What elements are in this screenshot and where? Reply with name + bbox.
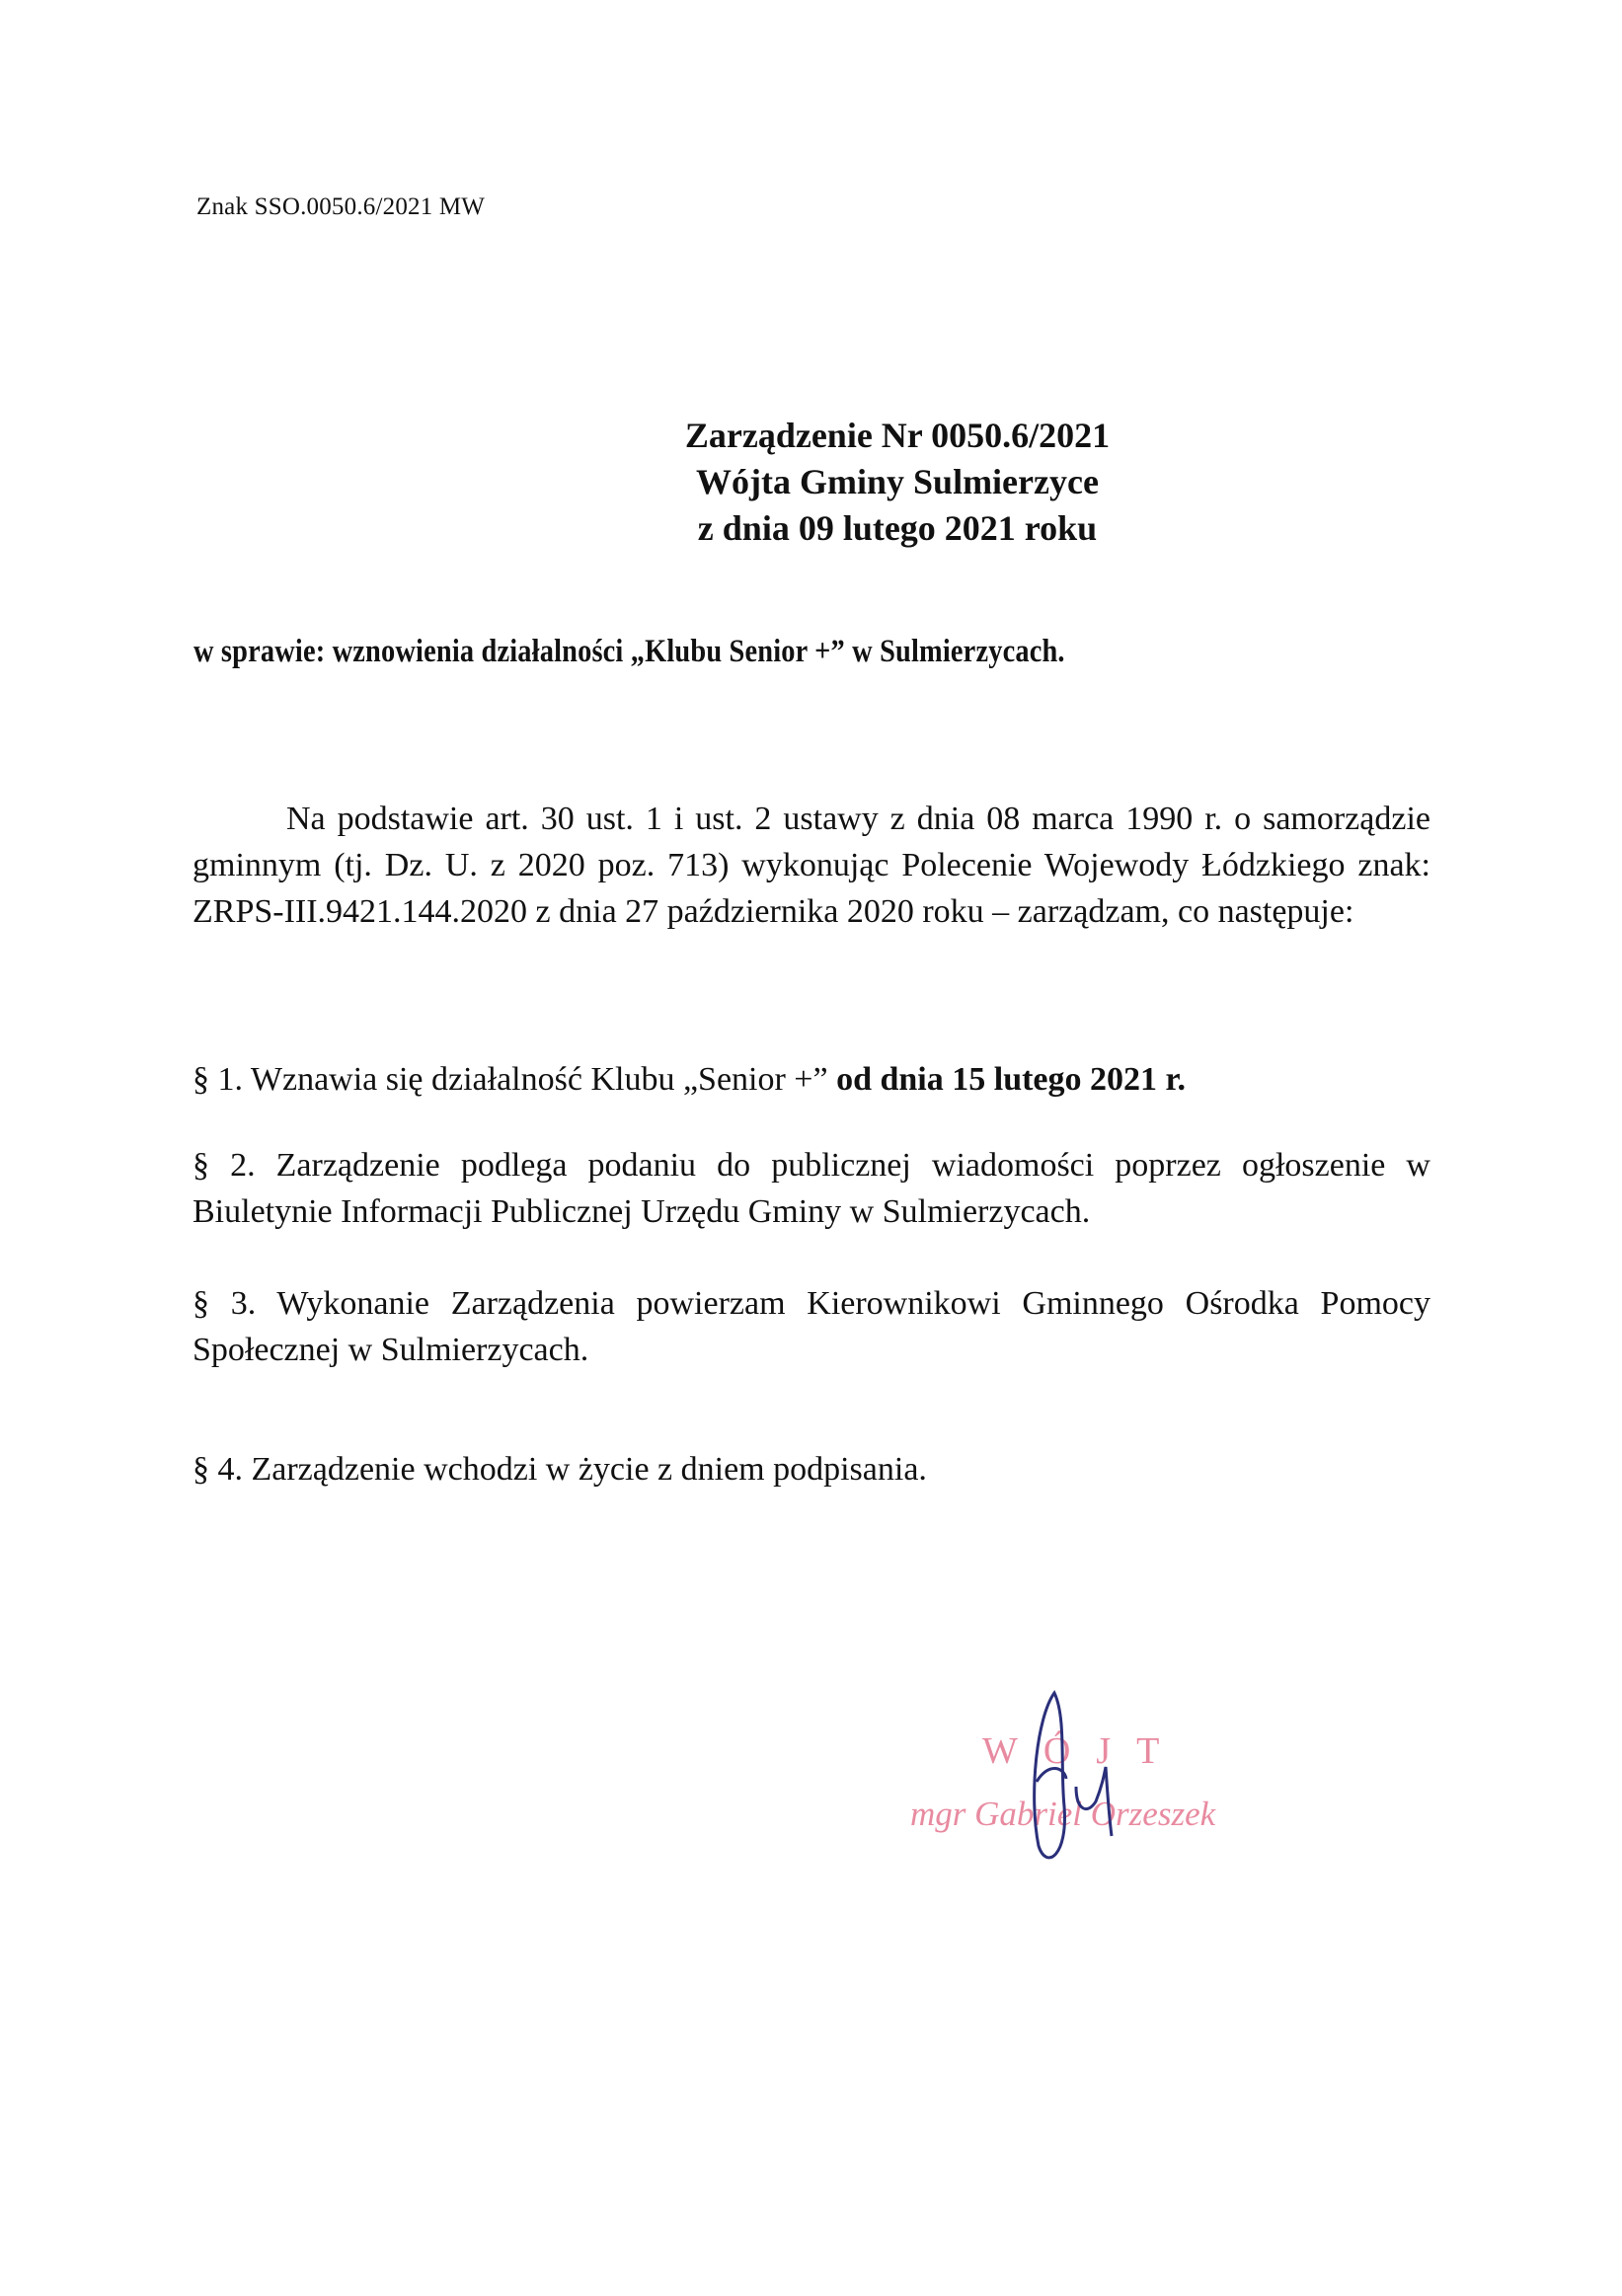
preamble: Na podstawie art. 30 ust. 1 i ust. 2 ustawy z dnia 08 marca 1990 r. o samorządzie gminnym (tj. Dz. U. z 2020 poz. 713) wykonując Polecenie Wojewody Łódzkiego znak: ZRPS-III.9421.144.2020 z dnia 27 października 2020 roku – zarządzam, co następuje: (193, 801, 1430, 930)
title-line-3: z dnia 09 lutego 2021 roku (697, 508, 1098, 548)
document-subject: w sprawie: wznowienia działalności „Klubu Senior +” w Sulmierzycach. (193, 634, 1065, 669)
paragraph-2: § 2. Zarządzenie podlega podaniu do publicznej wiadomości poprzez ogłoszenie w Biuletynie Informacji Publicznej Urzędu Gminy w Sulmierzycach. (193, 1147, 1430, 1230)
title-line-2: Wójta Gminy Sulmierzyce (696, 462, 1099, 501)
document-reference: Znak SSO.0050.6/2021 MW (196, 193, 486, 220)
stamp-title: WÓJT (982, 1730, 1186, 1772)
paragraph-3: § 3. Wykonanie Zarządzenia powierzam Kierownikowi Gminnego Ośrodka Pomocy Społecznej w Sulmierzycach. (193, 1285, 1430, 1368)
paragraph-1-text: § 1. Wznawia się działalność Klubu „Senior +” (193, 1061, 837, 1098)
title-line-1: Zarządzenie Nr 0050.6/2021 (684, 416, 1111, 455)
handwritten-signature-icon (1017, 1688, 1155, 1866)
paragraph-1 (193, 1056, 1430, 1103)
document-title (0, 413, 1622, 552)
paragraph-1-date: od dnia 15 lutego 2021 r. (836, 1061, 1186, 1098)
paragraph-4: § 4. Zarządzenie wchodzi w życie z dniem podpisania. (193, 1451, 927, 1488)
stamp-name: mgr Gabriel Orzeszek (910, 1795, 1216, 1833)
